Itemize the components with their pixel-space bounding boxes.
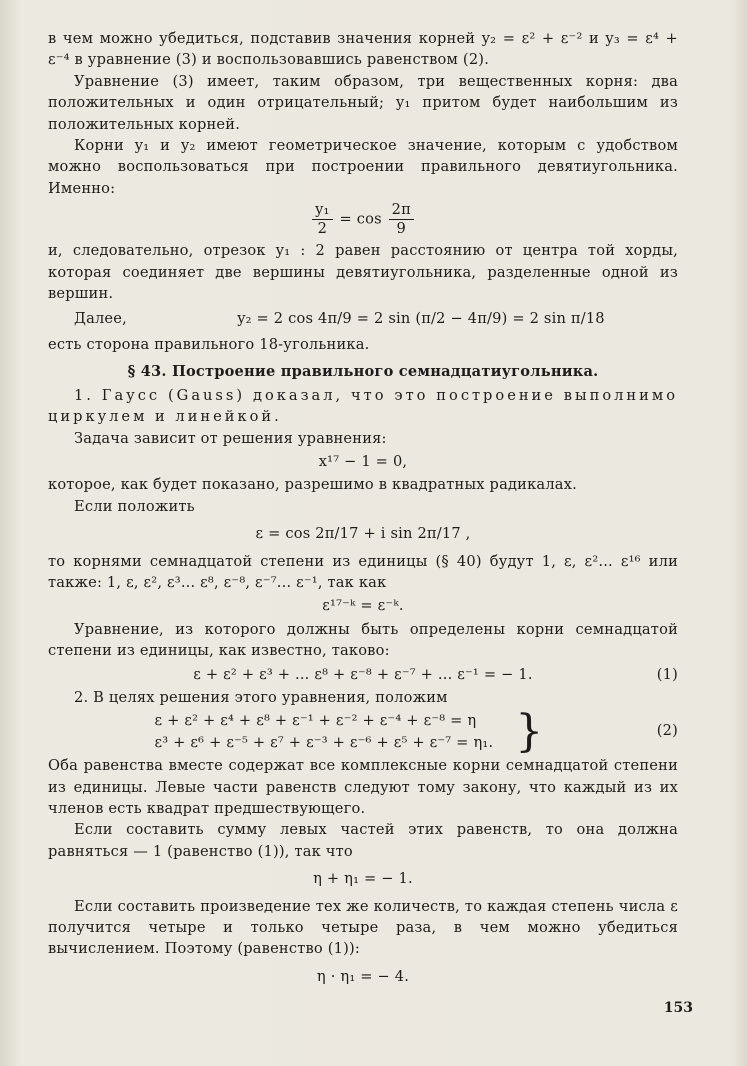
paragraph-10: Если положить xyxy=(74,497,195,515)
paragraph-2: Уравнение (3) имеет, таким образом, три вещественных корня: два положительных и один отрицательный; y₁ притом будет наибольшим из положительных корней. xyxy=(48,72,678,133)
equation-2a: ε + ε² + ε⁴ + ε⁸ + ε⁻¹ + ε⁻² + ε⁻⁴ + ε⁻⁸ = η xyxy=(154,712,477,730)
section-heading: § 43. Построение правильного семнадцатиугольника. xyxy=(127,363,599,381)
equation-system-2 xyxy=(48,705,678,757)
paragraph-3: Корни y₁ и y₂ имеют геометрическое значение, которым с удобством можно воспользоваться при построении правильного девятиугольника. Именно: xyxy=(48,137,678,197)
paragraph-6: есть сторона правильного 18-угольника. xyxy=(48,335,370,353)
equation-1-body: ε + ε² + ε³ + ... ε⁸ + ε⁻⁸ + ε⁻⁷ + ... ε⁻¹ = − 1. xyxy=(193,665,533,683)
paragraph-7: 1. Гаусс (Gauss) доказал, что это построение выполнимо циркулем и линейкой. xyxy=(48,386,678,426)
fraction-left-denominator: 2 xyxy=(317,220,328,238)
equation-1 xyxy=(48,664,678,685)
right-brace-icon: } xyxy=(515,705,544,757)
paragraph-11: то корнями семнадцатой степени из единицы (§ 40) будут 1, ε, ε²... ε¹⁶ или также: 1, ε, ε², ε³... ε⁸, ε⁻⁸, ε⁻⁷... ε⁻¹, так как xyxy=(48,552,678,591)
paragraph-8: Задача зависит от решения уравнения: xyxy=(74,429,387,447)
equation-1-number: (1) xyxy=(656,665,678,683)
paragraph-5: Далее, xyxy=(74,310,127,328)
equation-2b: ε³ + ε⁶ + ε⁻⁵ + ε⁷ + ε⁻³ + ε⁻⁶ + ε⁵ + ε⁻⁷ = η₁. xyxy=(154,733,494,751)
paragraph-4: и, следовательно, отрезок y₁ : 2 равен расстоянию от центра той хорды, которая соединяет две вершины девятиугольника, разделенные одной из вершин. xyxy=(48,242,678,303)
paragraph-16: Если составить произведение тех же количеств, то каждая степень числа ε получится четыре и только четыре раза, в чем можно убедиться вычислением. Поэтому (равенство (1)): xyxy=(48,897,678,958)
equation-2-number: (2) xyxy=(656,722,678,740)
paragraph-1: в чем можно убедиться, подставив значения корней y₂ = ε² + ε⁻² и y₃ = ε⁴ + ε⁻⁴ в уравнение (3) и воспользовавшись равенством (2). xyxy=(48,30,678,69)
equation-nonagon xyxy=(48,201,678,238)
fraction-right-denominator: 9 xyxy=(396,220,406,238)
fraction-left-numerator: y₁ xyxy=(312,201,333,220)
equation-system-lines xyxy=(155,710,494,753)
paragraph-13: 2. В целях решения этого уравнения, положим xyxy=(74,688,448,706)
equation-x17: x¹⁷ − 1 = 0, xyxy=(318,452,408,470)
fraction-left xyxy=(312,201,333,238)
page-number: 153 xyxy=(663,1000,693,1016)
equation-cos: = cos xyxy=(339,210,382,228)
page-text xyxy=(48,28,678,993)
paragraph-9: которое, как будет показано, разрешимо в квадратных радикалах. xyxy=(48,476,577,494)
equation-epsilon: ε = cos 2π/17 + i sin 2π/17 , xyxy=(255,525,471,543)
paragraph-15: Если составить сумму левых частей этих равенств, то она должна равняться — 1 (равенство (1)), так что xyxy=(48,821,678,860)
equation-sum: η + η₁ = − 1. xyxy=(313,870,413,888)
equation-18gon-block xyxy=(48,308,678,329)
fraction-right-numerator: 2π xyxy=(389,201,414,220)
paragraph-12: Уравнение, из которого должны быть определены корни семнадцатой степени из единицы, как известно, таково: xyxy=(48,620,678,660)
equation-product: η · η₁ = − 4. xyxy=(316,967,410,985)
equation-epsilon-power: ε¹⁷⁻ᵏ = ε⁻ᵏ. xyxy=(322,597,404,615)
fraction-right xyxy=(389,201,414,238)
paragraph-14: Оба равенства вместе содержат все комплексные корни семнадцатой степени из единицы. Левые части равенств следуют тому закону, что каждый из их членов есть квадрат предшествующего. xyxy=(48,757,678,817)
equation-18gon: y₂ = 2 cos 4π/9 = 2 sin (π/2 − 4π/9) = 2 sin π/18 xyxy=(237,310,605,328)
